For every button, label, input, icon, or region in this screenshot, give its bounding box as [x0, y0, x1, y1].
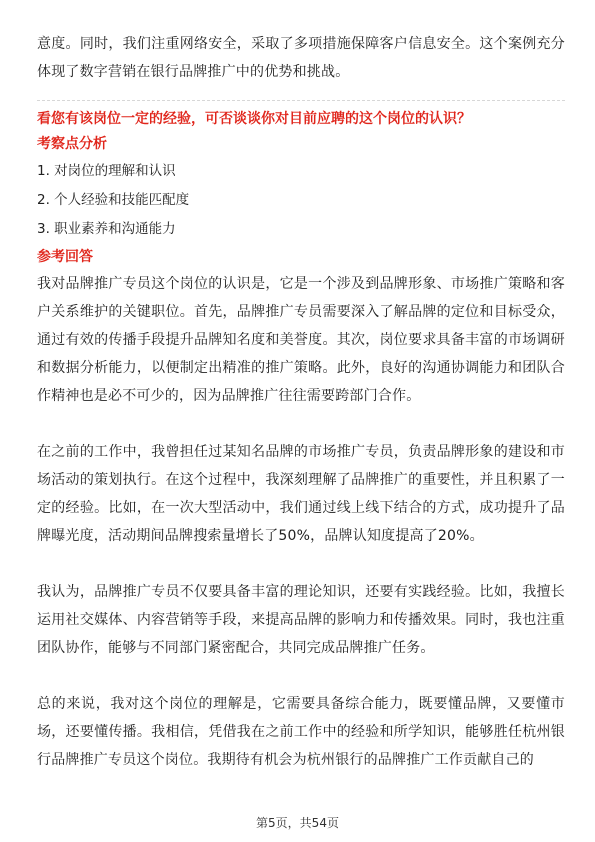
analysis-point: 1. 对岗位的理解和认识 — [37, 163, 176, 179]
section-divider — [37, 100, 565, 101]
page-content — [37, 30, 565, 774]
answer-paragraph: 在之前的工作中，我曾担任过某知名品牌的市场推广专员，负责品牌形象的建设和市场活动的策划执行。在这个过程中，我深刻理解了品牌推广的重要性，并且积累了一定的经验。比如，在一次大型活动中，我们通过线上线下结合的方式，成功提升了品牌曝光度，活动期间品牌搜索量增长了50%，品牌认知度提高了20%。 — [37, 444, 565, 544]
analysis-heading: 考察点分析 — [37, 136, 107, 152]
analysis-point: 3. 职业素养和沟通能力 — [37, 221, 176, 237]
analysis-point: 2. 个人经验和技能匹配度 — [37, 192, 190, 208]
answer-heading: 参考回答 — [37, 249, 93, 265]
page-number-footer: 第5页，共54页 — [256, 816, 339, 830]
answer-paragraph: 我认为，品牌推广专员不仅要具备丰富的理论知识，还要有实践经验。比如，我擅长运用社交媒体、内容营销等手段，来提高品牌的影响力和传播效果。同时，我也注重团队协作，能够与不同部门紧密配合，共同完成品牌推广任务。 — [37, 584, 565, 656]
answer-paragraph: 总的来说，我对这个岗位的理解是，它需要具备综合能力，既要懂品牌，又要懂市场，还要懂传播。我相信，凭借我在之前工作中的经验和所学知识，能够胜任杭州银行品牌推广专员这个岗位。我期待有机会为杭州银行的品牌推广工作贡献自己的 — [37, 696, 565, 768]
interview-question: 看您有该岗位一定的经验，可否谈谈你对目前应聘的这个岗位的认识？ — [37, 111, 471, 127]
intro-paragraph: 意度。同时，我们注重网络安全，采取了多项措施保障客户信息安全。这个案例充分体现了数字营销在银行品牌推广中的优势和挑战。 — [37, 36, 565, 80]
answer-paragraph: 我对品牌推广专员这个岗位的认识是，它是一个涉及到品牌形象、市场推广策略和客户关系维护的关键职位。首先，品牌推广专员需要深入了解品牌的定位和目标受众，通过有效的传播手段提升品牌知名度和美誉度。其次，岗位要求具备丰富的市场调研和数据分析能力，以便制定出精准的推广策略。此外，良好的沟通协调能力和团队合作精神也是必不可少的，因为品牌推广往往需要跨部门合作。 — [37, 276, 565, 404]
